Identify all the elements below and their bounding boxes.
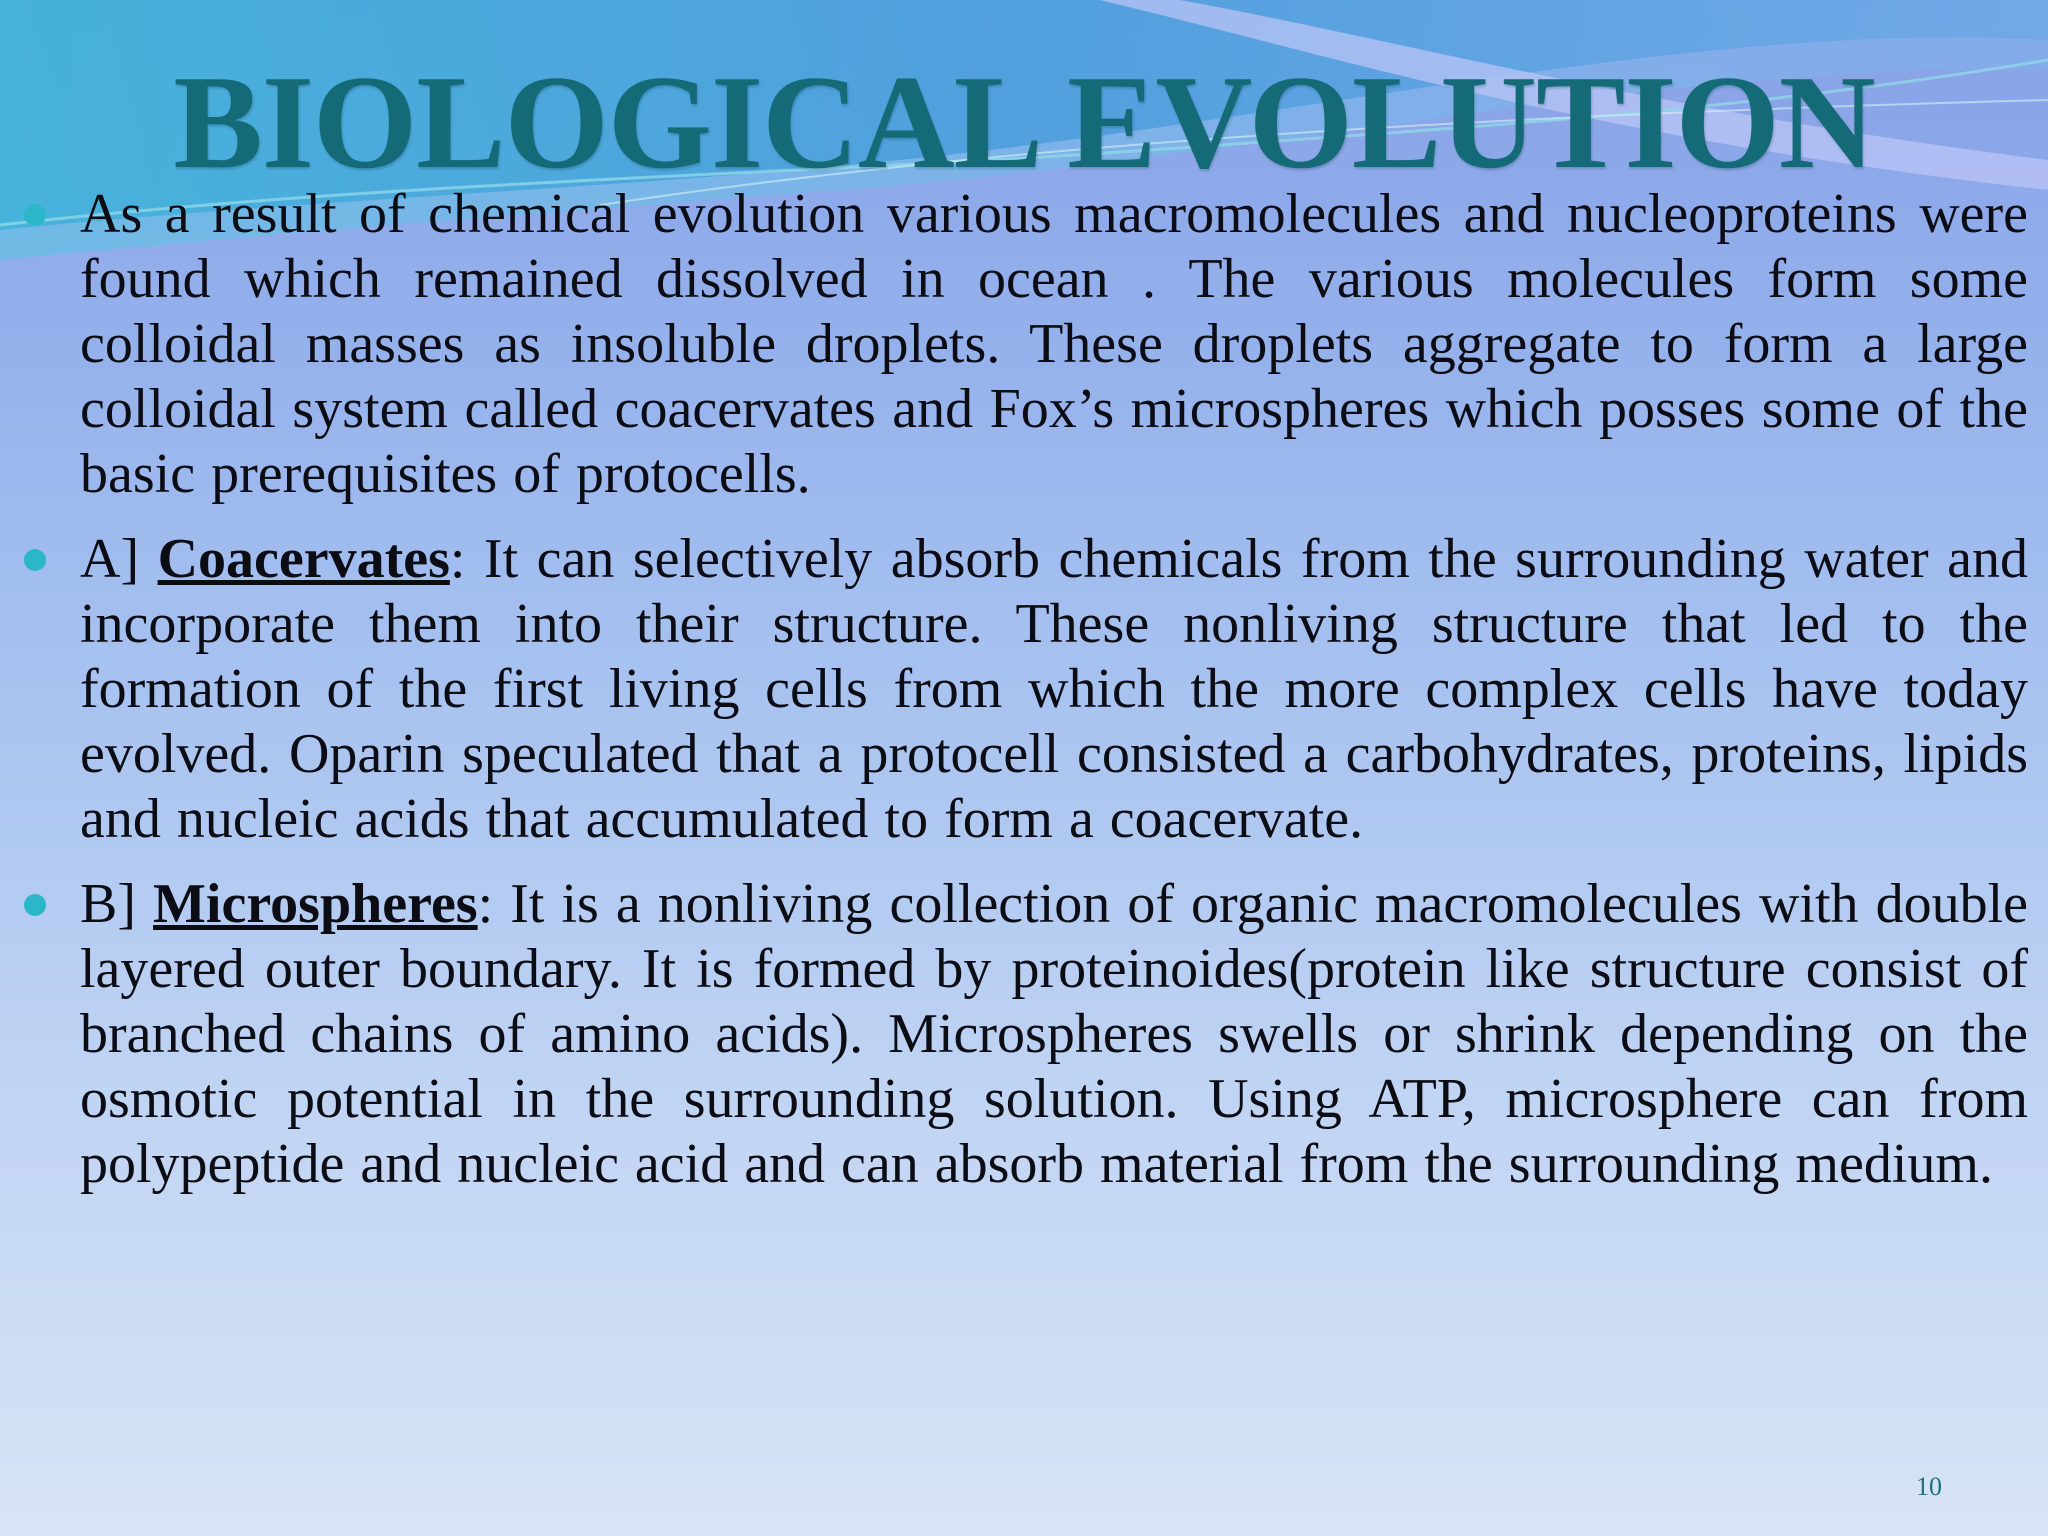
bullet-text: : It can selectively absorb chemicals from the surrounding water and incorporate them into their structure. These nonliving structure that led to the formation of the first living cells from which the more complex cells have today evolved. Oparin speculated that a protocell consisted a carbohydrates, proteins, lipids and nucleic acids that accumulated to form a coacervate. (80, 528, 2028, 850)
term-coacervates: Coacervates (157, 528, 450, 590)
bullet-text: : It is a nonliving collection of organic macromolecules with double layered outer boundary. It is formed by proteinoides(protein like structure consist of branched chains of amino acids). Microspheres swells or shrink depending on the osmotic potential in the surrounding solution. Using ATP, microsphere can from polypeptide and nucleic acid and can absorb material from the surrounding medium. (80, 873, 2028, 1195)
bullet-dot-icon (24, 549, 46, 571)
bullet-item-intro (80, 182, 2028, 507)
bullet-dot-icon (24, 204, 46, 226)
bullet-dot-icon (24, 894, 46, 916)
bullet-item-coacervates (80, 527, 2028, 852)
slide-title: BIOLOGICAL EVOLUTION (173, 48, 1875, 196)
page-number: 10 (1916, 1472, 1942, 1501)
term-microspheres: Microspheres (153, 873, 478, 935)
bullet-list (80, 182, 2028, 1217)
bullet-prefix: B] (80, 873, 154, 935)
bullet-text: As a result of chemical evolution various macromolecules and nucleoproteins were found which remained dissolved in ocean . The various molecules form some colloidal masses as insoluble droplets. These droplets aggregate to form a large colloidal system called coacervates and Fox’s microspheres which posses some of the basic prerequisites of protocells. (80, 183, 2028, 505)
bullet-item-microspheres (80, 872, 2028, 1197)
bullet-prefix: A] (80, 528, 158, 590)
